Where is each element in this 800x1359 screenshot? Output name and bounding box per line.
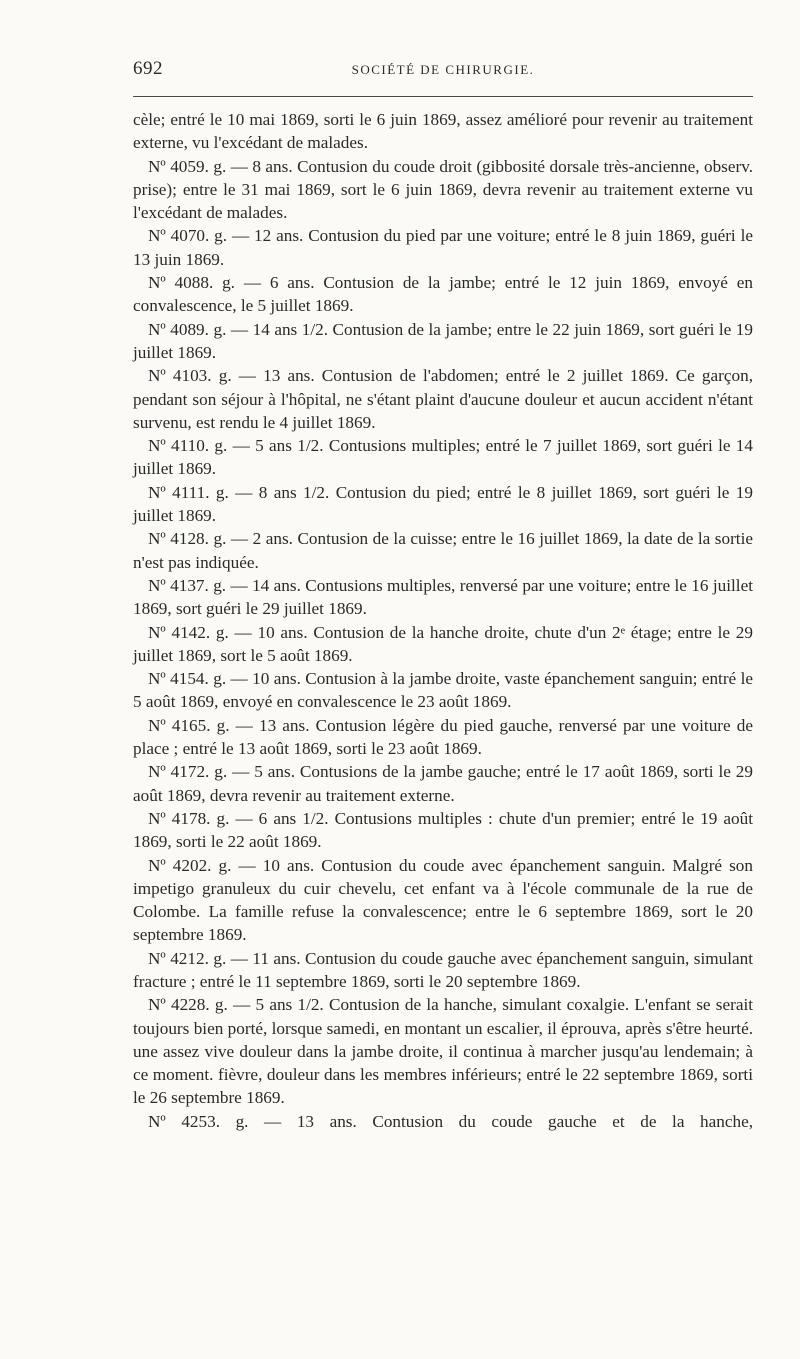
case-entry-4111: Nº 4111. g. — 8 ans 1/2. Contusion du pied; entré le 8 juillet 1869, sort guéri le 19 juillet 1869. xyxy=(133,482,753,526)
page-header xyxy=(133,58,753,88)
case-entry-4070: Nº 4070. g. — 12 ans. Contusion du pied par une voiture; entré le 8 juin 1869, guéri le 13 juin 1869. xyxy=(133,226,753,269)
case-entry-4228: Nº 4228. g. — 5 ans 1/2. Contusion de la hanche, simulant coxalgie. L'enfant se serait toujours bien porté, lorsque samedi, en montant un escalier, il éprouva, après s'être heurté. une assez vive douleur dans la jambe droite, il continua à marcher jusqu'au lendemain; à ce moment. fièvre, douleur dans les membres inférieurs; entré le 22 septembre 1869, sorti le 26 septembre 1869. xyxy=(133,995,753,1108)
running-title: SOCIÉTÉ DE CHIRURGIE. xyxy=(351,62,535,77)
case-entry-4172: Nº 4172. g. — 5 ans. Contusions de la jambe gauche; entré le 17 août 1869, sorti le 29 août 1869, devra revenir au traitement externe. xyxy=(133,762,753,805)
case-entry-4253: Nº 4253. g. — 13 ans. Contusion du coude gauche et de la hanche, xyxy=(148,1111,753,1131)
continuation-paragraph: cèle; entré le 10 mai 1869, sorti le 6 juin 1869, assez amélioré pour revenir au traitement externe, vu l'excédant de malades. xyxy=(133,110,753,153)
case-entry-4089: Nº 4089. g. — 14 ans 1/2. Contusion de la jambe; entre le 22 juin 1869, sort guéri le 19 juillet 1869. xyxy=(133,319,753,362)
case-entry-4212: Nº 4212. g. — 11 ans. Contusion du coude gauche avec épanchement sanguin, simulant fracture ; entré le 11 septembre 1869, sorti le 20 septembre 1869. xyxy=(133,948,753,991)
header-rule xyxy=(133,96,753,97)
case-entry-4202: Nº 4202. g. — 10 ans. Contusion du coude avec épanchement sanguin. Malgré son impetigo granuleux du cuir chevelu, cet enfant va à l'école communale de la rue de Colombe. La famille refuse la convalescence; entre le 6 septembre 1869, sort le 20 septembre 1869. xyxy=(133,855,753,945)
case-entry-4178: Nº 4178. g. — 6 ans 1/2. Contusions multiples : chute d'un premier; entré le 19 août 1869, sorti le 22 août 1869. xyxy=(133,808,753,852)
case-entry-4137: Nº 4137. g. — 14 ans. Contusions multiples, renversé par une voiture; entre le 16 juillet 1869, sort guéri le 29 juillet 1869. xyxy=(133,575,753,619)
case-entry-4142: Nº 4142. g. — 10 ans. Contusion de la hanche droite, chute d'un 2ᵉ étage; entre le 29 juillet 1869, sort le 5 août 1869. xyxy=(133,622,753,665)
case-entry-4128: Nº 4128. g. — 2 ans. Contusion de la cuisse; entre le 16 juillet 1869, la date de la sortie n'est pas indiquée. xyxy=(133,529,753,572)
case-entry-4165: Nº 4165. g. — 13 ans. Contusion légère du pied gauche, renversé par une voiture de place ; entré le 13 août 1869, sorti le 23 août 1869. xyxy=(133,715,753,759)
case-entry-4110: Nº 4110. g. — 5 ans 1/2. Contusions multiples; entré le 7 juillet 1869, sort guéri le 14 juillet 1869. xyxy=(133,436,753,479)
case-entry-4059: Nº 4059. g. — 8 ans. Contusion du coude droit (gibbosité dorsale très-ancienne, observ. prise); entre le 31 mai 1869, sort le 6 juin 1869, devra revenir au traitement externe vu l'excédant de malades. xyxy=(133,156,753,223)
page-number: 692 xyxy=(133,58,163,79)
page-body xyxy=(133,108,753,1133)
case-entry-4103: Nº 4103. g. — 13 ans. Contusion de l'abdomen; entré le 2 juillet 1869. Ce garçon, pendant son séjour à l'hôpital, ne s'étant plaint d'aucune douleur et aucun accident n'étant survenu, est rendu le 4 juillet 1869. xyxy=(133,366,753,432)
case-entry-4154: Nº 4154. g. — 10 ans. Contusion à la jambe droite, vaste épanchement sanguin; entré le 5 août 1869, envoyé en convalescence le 23 août 1869. xyxy=(133,669,753,712)
case-entry-4088: Nº 4088. g. — 6 ans. Contusion de la jambe; entré le 12 juin 1869, envoyé en convalescence, le 5 juillet 1869. xyxy=(133,273,753,316)
